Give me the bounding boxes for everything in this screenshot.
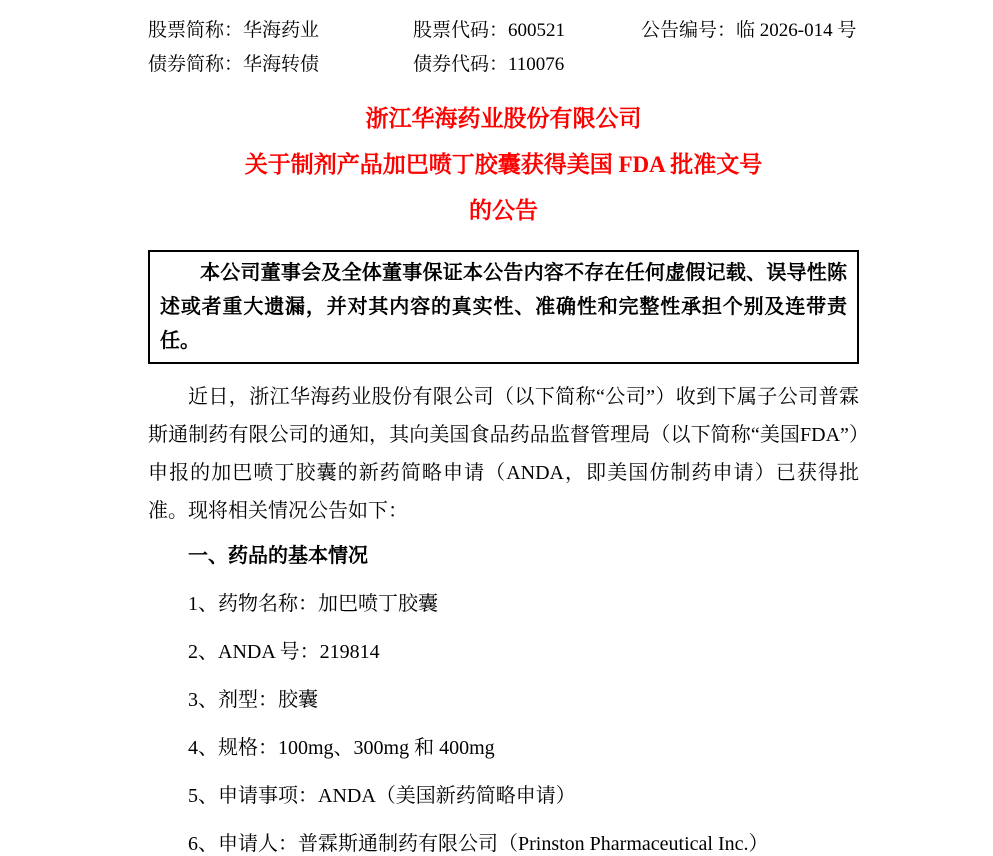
stock-code: 股票代码：600521 (413, 20, 566, 41)
disclaimer-box: 本公司董事会及全体董事保证本公告内容不存在任何虚假记载、误导性陈述或者重大遗漏，并对其内容的真实性、准确性和完整性承担个别及连带责任。 (148, 250, 859, 364)
bond-code: 债券代码：110076 (413, 54, 565, 75)
stock-name: 股票简称：华海药业 (148, 20, 320, 41)
announcement-number: 公告编号：临 2026-014 号 (641, 20, 857, 41)
list-item-anda-number: 2、ANDA 号：219814 (188, 641, 380, 663)
header-row-bond (148, 48, 859, 82)
list-item-drug-name: 1、药物名称：加巴喷丁胶囊 (188, 593, 438, 615)
list-item-applicant: 6、申请人：普霖斯通制药有限公司（Prinston Pharmaceutical Inc.） (188, 833, 769, 855)
intro-paragraph: 近日，浙江华海药业股份有限公司（以下简称“公司”）收到下属子公司普霖斯通制药有限公司的通知，其向美国食品药品监督管理局（以下简称“美国FDA”）申报的加巴喷丁胶囊的新药简略申请（ANDA，即美国仿制药申请）已获得批准。现将相关情况公告如下： (148, 386, 859, 522)
title-line-2: 关于制剂产品加巴喷丁胶囊获得美国 FDA 批准文号 (244, 152, 763, 177)
list-item-application-type: 5、申请事项：ANDA（美国新药简略申请） (188, 785, 576, 807)
title-line-1: 浙江华海药业股份有限公司 (365, 106, 642, 131)
document-title (148, 96, 859, 234)
document-content (148, 14, 859, 856)
list-item-dosage-form: 3、剂型：胶囊 (188, 689, 318, 711)
document-header (148, 14, 859, 82)
header-row-stock (148, 14, 859, 48)
title-line-3: 的公告 (469, 198, 538, 223)
list-item-specification: 4、规格：100mg、300mg 和 400mg (188, 737, 495, 759)
section-heading-1: 一、药品的基本情况 (188, 545, 368, 567)
bond-name: 债券简称：华海转债 (148, 54, 320, 75)
header-row-bond-spacer (641, 48, 859, 82)
